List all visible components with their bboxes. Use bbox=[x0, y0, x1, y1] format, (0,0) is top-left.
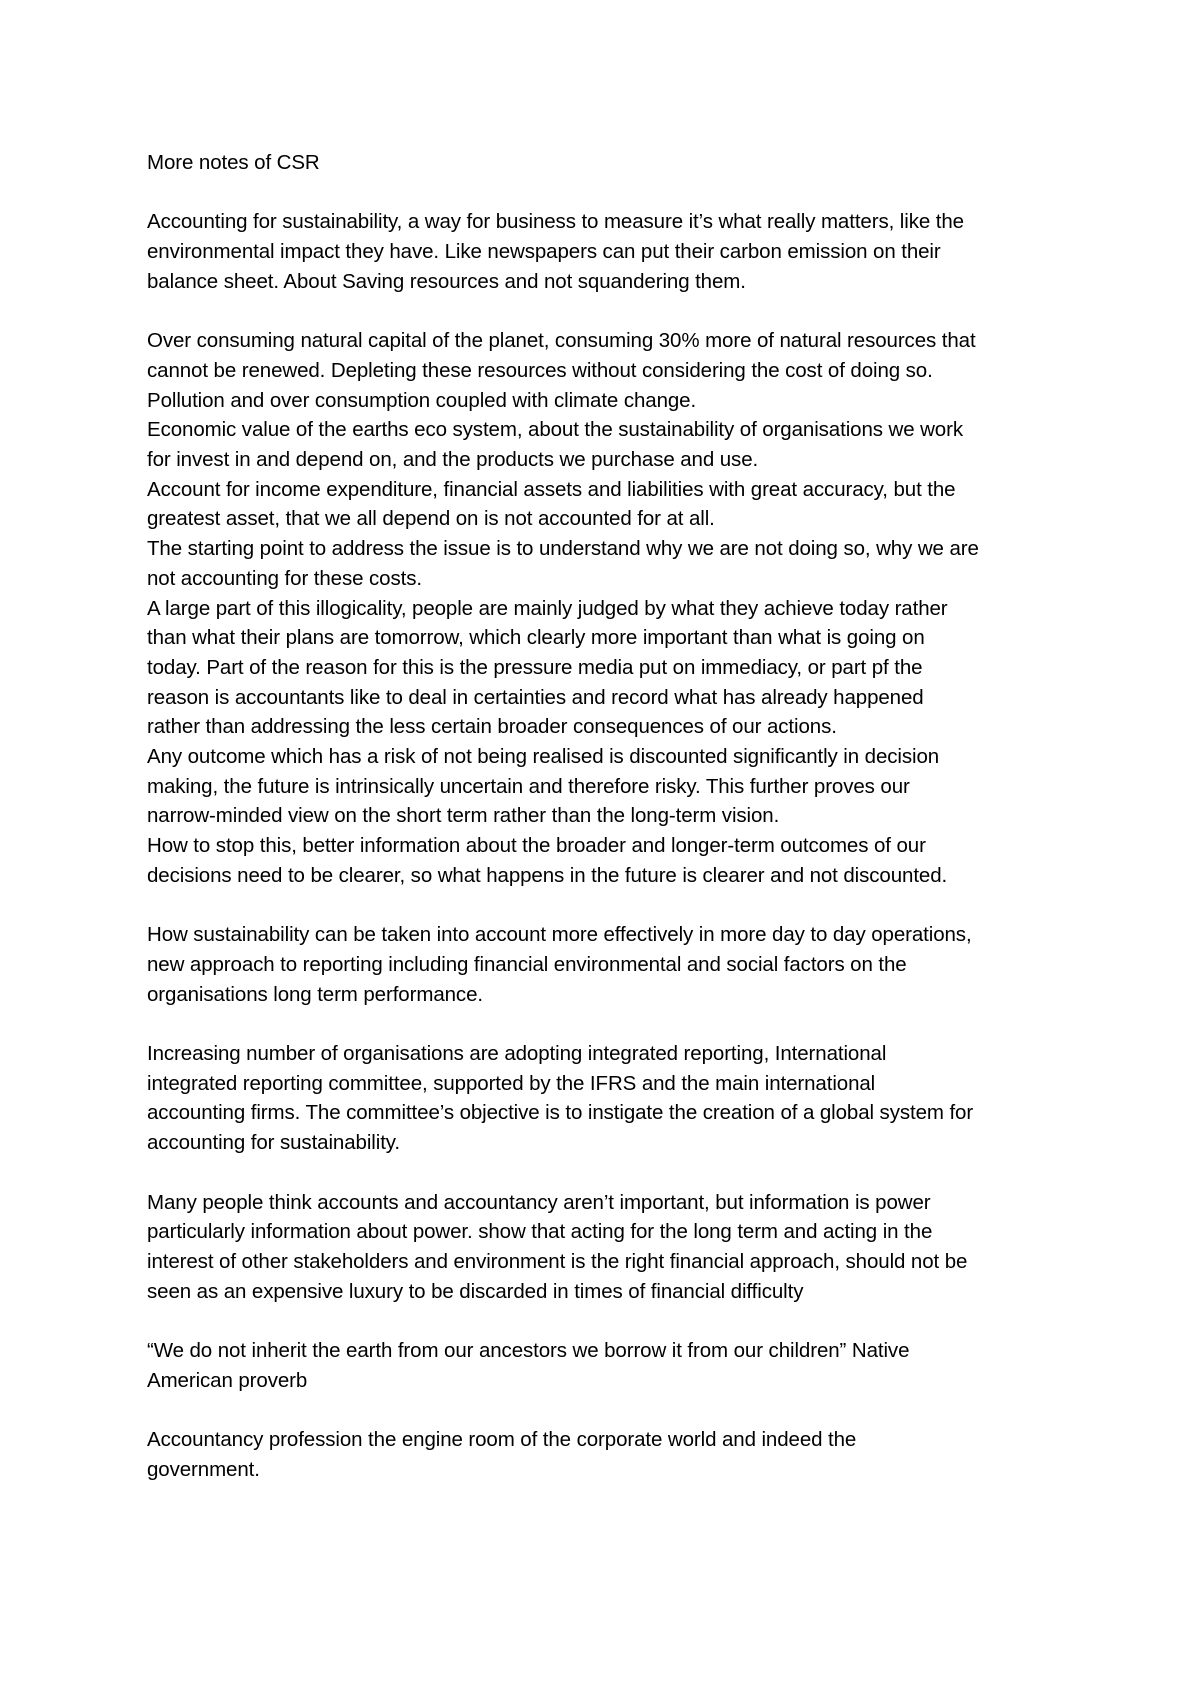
text-line: particularly information about power. show that acting for the long term and acting in the bbox=[147, 1220, 933, 1244]
text-line: not accounting for these costs. bbox=[147, 566, 422, 590]
text-line: How sustainability can be taken into account more effectively in more day to day operations, bbox=[147, 923, 972, 947]
text-line: interest of other stakeholders and environment is the right financial approach, should not be bbox=[147, 1249, 968, 1273]
text-line: greatest asset, that we all depend on is not accounted for at all. bbox=[147, 507, 715, 531]
text-line: today. Part of the reason for this is the pressure media put on immediacy, or part pf the bbox=[147, 655, 923, 679]
document-body bbox=[147, 148, 1067, 1485]
text-line: government. bbox=[147, 1457, 260, 1481]
text-line: cannot be renewed. Depleting these resources without considering the cost of doing so. bbox=[147, 358, 933, 382]
document-title: More notes of CSR bbox=[147, 151, 320, 174]
text-line: organisations long term performance. bbox=[147, 982, 483, 1006]
text-line: Account for income expenditure, financial assets and liabilities with great accuracy, but the bbox=[147, 477, 956, 501]
text-line: integrated reporting committee, supported by the IFRS and the main international bbox=[147, 1071, 876, 1095]
text-line: American proverb bbox=[147, 1368, 308, 1392]
paragraph-accounting-for-sustainability bbox=[147, 207, 1067, 296]
text-line: decisions need to be clearer, so what happens in the future is clearer and not discounted. bbox=[147, 863, 948, 887]
text-line: making, the future is intrinsically uncertain and therefore risky. This further proves our bbox=[147, 774, 910, 798]
text-line: new approach to reporting including financial environmental and social factors on the bbox=[147, 952, 907, 976]
text-line: seen as an expensive luxury to be discarded in times of financial difficulty bbox=[147, 1279, 804, 1303]
paragraph-natural-capital bbox=[147, 326, 1067, 890]
text-line: Economic value of the earths eco system, about the sustainability of organisations we work bbox=[147, 418, 963, 442]
text-line: Pollution and over consumption coupled with climate change. bbox=[147, 388, 697, 412]
text-line: Over consuming natural capital of the planet, consuming 30% more of natural resources that bbox=[147, 329, 976, 353]
text-line: reason is accountants like to deal in certainties and record what has already happened bbox=[147, 685, 924, 709]
paragraph-information-is-power bbox=[147, 1188, 1067, 1307]
paragraph-proverb-quote bbox=[147, 1336, 1067, 1395]
text-line: narrow-minded view on the short term rather than the long-term vision. bbox=[147, 804, 780, 828]
text-line: Any outcome which has a risk of not being realised is discounted significantly in decision bbox=[147, 745, 940, 769]
text-line: accounting for sustainability. bbox=[147, 1131, 401, 1155]
text-line: for invest in and depend on, and the products we purchase and use. bbox=[147, 448, 759, 471]
text-line: Increasing number of organisations are adopting integrated reporting, International bbox=[147, 1042, 887, 1066]
paragraph-integrated-reporting bbox=[147, 1039, 1067, 1158]
text-line: rather than addressing the less certain broader consequences of our actions. bbox=[147, 715, 837, 739]
text-line: Many people think accounts and accountancy aren’t important, but information is power bbox=[147, 1190, 931, 1214]
text-line: environmental impact they have. Like newspapers can put their carbon emission on their bbox=[147, 240, 941, 264]
paragraph-day-to-day-operations bbox=[147, 920, 1067, 1009]
text-line: Accountancy profession the engine room of the corporate world and indeed the bbox=[147, 1428, 857, 1452]
text-line: “We do not inherit the earth from our ancestors we borrow it from our children” Native bbox=[147, 1339, 910, 1363]
text-line: How to stop this, better information about the broader and longer-term outcomes of our bbox=[147, 834, 926, 858]
text-line: accounting firms. The committee’s objective is to instigate the creation of a global system for bbox=[147, 1101, 974, 1125]
text-line: than what their plans are tomorrow, which clearly more important than what is going on bbox=[147, 626, 925, 650]
text-line: A large part of this illogicality, people are mainly judged by what they achieve today rather bbox=[147, 596, 948, 620]
text-line: The starting point to address the issue is to understand why we are not doing so, why we are bbox=[147, 537, 979, 561]
text-line: Accounting for sustainability, a way for business to measure it’s what really matters, like the bbox=[147, 210, 964, 234]
text-line: balance sheet. About Saving resources and not squandering them. bbox=[147, 269, 746, 293]
paragraph-accountancy-profession bbox=[147, 1425, 1067, 1484]
